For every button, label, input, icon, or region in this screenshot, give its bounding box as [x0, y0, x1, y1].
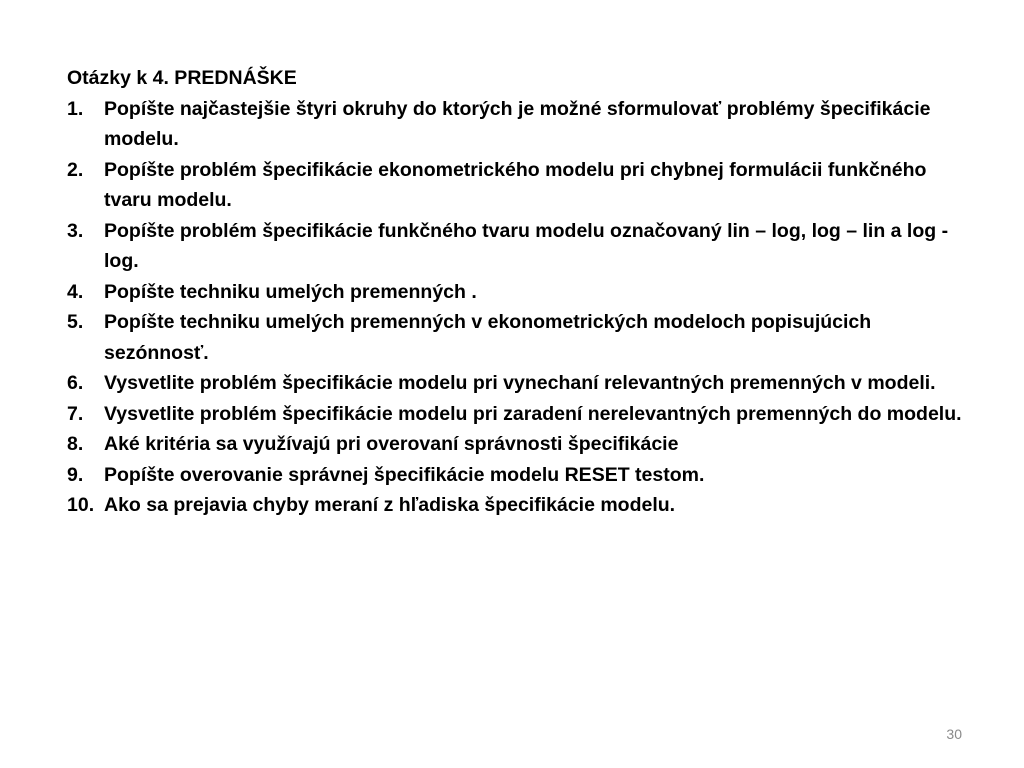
question-item-9 — [67, 460, 977, 491]
question-item-8 — [67, 429, 977, 460]
question-number: 4. — [67, 280, 84, 303]
question-text: Popíšte overovanie správnej špecifikácie modelu RESET testom. — [104, 463, 705, 486]
question-item-4 — [67, 277, 977, 308]
question-item-2 — [67, 155, 977, 216]
question-text: Popíšte najčastejšie štyri okruhy do ktorých je možné sformulovať problémy špecifikácie modelu. — [104, 97, 931, 150]
question-text: Popíšte problém špecifikácie ekonometrického modelu pri chybnej formulácii funkčného tvaru modelu. — [104, 158, 927, 211]
slide-content — [67, 63, 977, 521]
question-number: 8. — [67, 433, 84, 455]
question-text: Aké kritéria sa využívajú pri overovaní správnosti špecifikácie — [104, 433, 679, 455]
question-text: Popíšte problém špecifikácie funkčného tvaru modelu označovaný lin – log, log – lin a log -log. — [104, 219, 949, 272]
question-number: 9. — [67, 463, 84, 486]
question-item-3 — [67, 216, 977, 277]
question-number: 2. — [67, 158, 84, 181]
question-item-1 — [67, 94, 977, 155]
question-text: Vysvetlite problém špecifikácie modelu pri zaradení nerelevantných premenných do modelu. — [104, 402, 962, 425]
question-text: Popíšte techniku umelých premenných v ekonometrických modeloch popisujúcich sezónnosť. — [104, 311, 872, 364]
page-number: 30 — [946, 726, 962, 742]
question-text: Popíšte techniku umelých premenných . — [104, 280, 477, 303]
question-text: Ako sa prejavia chyby meraní z hľadiska špecifikácie modelu. — [104, 494, 676, 516]
question-item-7 — [67, 399, 977, 430]
question-number: 10. — [67, 494, 95, 516]
question-item-10 — [67, 490, 977, 521]
question-item-5 — [67, 307, 977, 368]
question-number: 7. — [67, 402, 84, 425]
question-list — [67, 94, 977, 521]
question-number: 6. — [67, 372, 84, 394]
question-number: 3. — [67, 219, 84, 242]
question-item-6 — [67, 368, 977, 399]
question-number: 1. — [67, 97, 84, 120]
question-number: 5. — [67, 311, 84, 333]
slide-title: Otázky k 4. PREDNÁŠKE — [67, 67, 297, 89]
question-text: Vysvetlite problém špecifikácie modelu pri vynechaní relevantných premenných v modeli. — [104, 372, 936, 394]
